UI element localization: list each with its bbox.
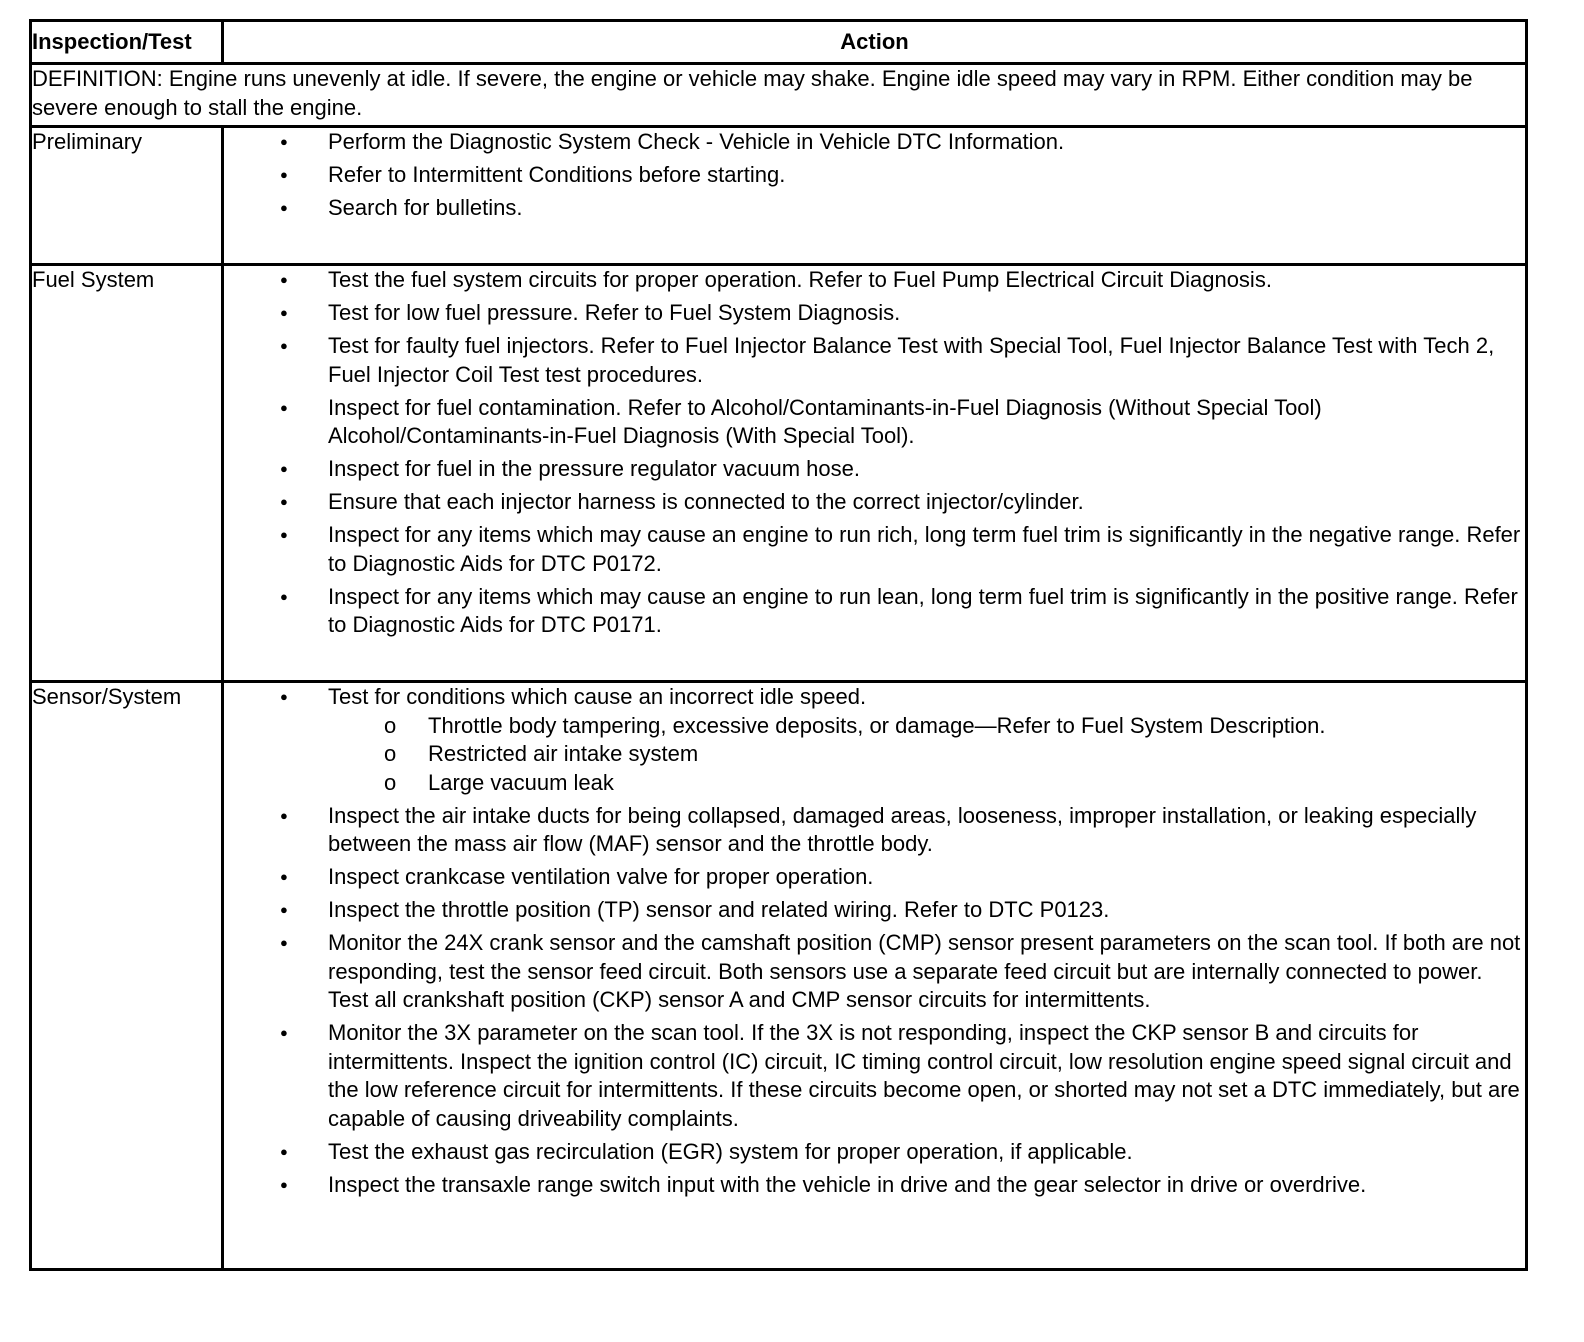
action-item: ● Test for faulty fuel injectors. Refer to Fuel Injector Balance Test with Special Tool, Fuel Injector Balance Test with Tech 2, Fuel Injector Coil Test test procedures. (224, 332, 1525, 389)
action-list (224, 266, 1525, 640)
definition-text: DEFINITION: Engine runs unevenly at idle. If severe, the engine or vehicle may shake. Engine idle speed may vary in RPM. Either condition may be severe enough to stall the engine. (31, 64, 1527, 127)
action-list (224, 683, 1525, 1199)
action-item: ● Inspect the air intake ducts for being collapsed, damaged areas, looseness, improper installation, or leaking especially between the mass air flow (MAF) sensor and the throttle body. (224, 802, 1525, 859)
action-item: ● Inspect crankcase ventilation valve for proper operation. (224, 863, 1525, 892)
action-item: ● Inspect the throttle position (TP) sensor and related wiring. Refer to DTC P0123. (224, 896, 1525, 925)
action-item (224, 683, 1525, 797)
header-inspection-test: Inspection/Test (31, 21, 223, 64)
sub-item: o Throttle body tampering, excessive deposits, or damage—Refer to Fuel System Description. (328, 712, 1525, 741)
section-row-sensor-system (31, 682, 1527, 1270)
action-item: ● Monitor the 3X parameter on the scan tool. If the 3X is not responding, inspect the CKP sensor B and circuits for intermittents. Inspect the ignition control (IC) circuit, IC timing control circuit, low resolution engine speed signal circuit and the low reference circuit for intermittents. If these circuits become open, or shorted may not set a DTC immediately, but are capable of causing driveability complaints. (224, 1019, 1525, 1133)
action-item: ● Search for bulletins. (224, 194, 1525, 223)
section-title: Fuel System (31, 265, 223, 682)
action-item: ● Ensure that each injector harness is connected to the correct injector/cylinder. (224, 488, 1525, 517)
section-row-fuel-system (31, 265, 1527, 682)
action-cell (223, 682, 1527, 1270)
action-item: ● Inspect for any items which may cause an engine to run lean, long term fuel trim is significantly in the positive range. Refer to Diagnostic Aids for DTC P0171. (224, 583, 1525, 640)
action-item: ● Inspect for fuel in the pressure regulator vacuum hose. (224, 455, 1525, 484)
action-item: ● Perform the Diagnostic System Check - Vehicle in Vehicle DTC Information. (224, 128, 1525, 157)
action-cell (223, 127, 1527, 265)
section-row-preliminary (31, 127, 1527, 265)
section-title: Sensor/System (31, 682, 223, 1270)
sub-list (328, 712, 1525, 798)
sub-item: o Large vacuum leak (328, 769, 1525, 798)
header-row (31, 21, 1527, 64)
action-item-text: Test for conditions which cause an incorrect idle speed. (328, 684, 867, 709)
action-list (224, 128, 1525, 223)
definition-row (31, 64, 1527, 127)
action-item: ● Test for low fuel pressure. Refer to Fuel System Diagnosis. (224, 299, 1525, 328)
sub-item: o Restricted air intake system (328, 740, 1525, 769)
action-item: ● Inspect for any items which may cause an engine to run rich, long term fuel trim is significantly in the negative range. Refer to Diagnostic Aids for DTC P0172. (224, 521, 1525, 578)
action-item: ● Test the exhaust gas recirculation (EGR) system for proper operation, if applicable. (224, 1138, 1525, 1167)
action-item: ● Monitor the 24X crank sensor and the camshaft position (CMP) sensor present parameters on the scan tool. If both are not responding, test the sensor feed circuit. Both sensors use a separate feed circuit but are internally connected to power. Test all crankshaft position (CKP) sensor A and CMP sensor circuits for intermittents. (224, 929, 1525, 1015)
diagnostic-table (29, 19, 1528, 1271)
action-item: ● Refer to Intermittent Conditions before starting. (224, 161, 1525, 190)
action-item: ● Inspect the transaxle range switch input with the vehicle in drive and the gear selector in drive or overdrive. (224, 1171, 1525, 1200)
action-cell (223, 265, 1527, 682)
action-item: ● Test the fuel system circuits for proper operation. Refer to Fuel Pump Electrical Circuit Diagnosis. (224, 266, 1525, 295)
header-action: Action (223, 21, 1527, 64)
action-item: ● Inspect for fuel contamination. Refer to Alcohol/Contaminants-in-Fuel Diagnosis (Without Special Tool) Alcohol/Contaminants-in-Fuel Diagnosis (With Special Tool). (224, 394, 1525, 451)
section-title: Preliminary (31, 127, 223, 265)
